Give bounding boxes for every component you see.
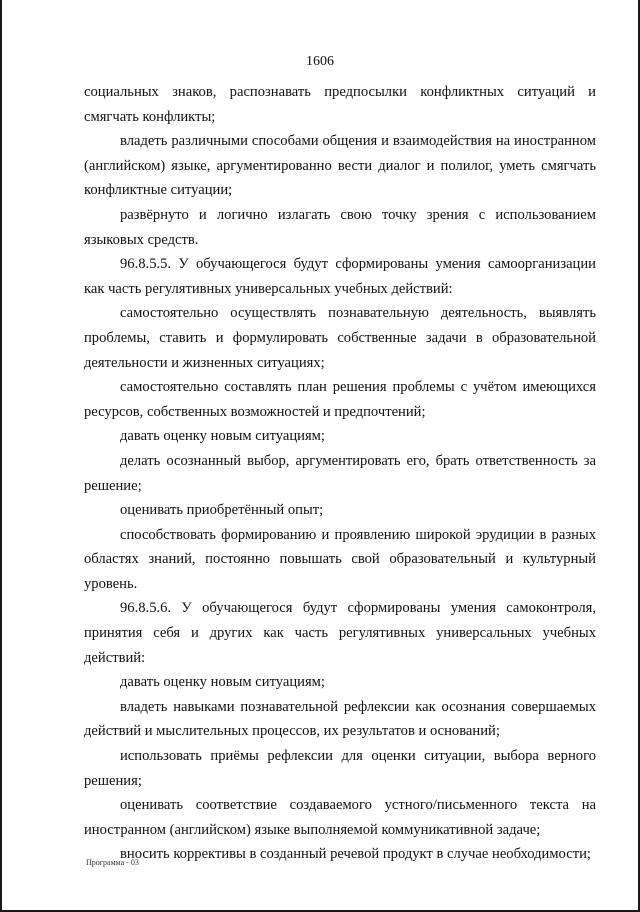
paragraph: развёрнуто и логично излагать свою точку зрения с использованием языковых средств. (84, 206, 596, 248)
paragraph: оценивать соответствие создаваемого устного/письменного текста на иностранном (английском) языке выполняемой коммуникативной задаче; (84, 797, 596, 838)
paragraph: самостоятельно составлять план решения проблемы с учётом имеющихся ресурсов, собственных возможностей и предпочтений; (84, 379, 596, 420)
paragraph: социальных знаков, распознавать предпосылки конфликтных ситуаций и смягчать конфликты; (84, 84, 596, 125)
paragraph: вносить коррективы в созданный речевой продукт в случае необходимости; (120, 846, 591, 863)
paragraph: 96.8.5.6. У обучающегося будут сформированы умения самоконтроля, принятия себя и других как часть регулятивных универсальных учебных действий: (84, 600, 596, 666)
paragraph: оценивать приобретённый опыт; (120, 502, 324, 519)
paragraph: использовать приёмы рефлексии для оценки ситуации, выбора верного решения; (84, 748, 596, 789)
paragraph: давать оценку новым ситуациям; (120, 428, 325, 445)
paragraph: самостоятельно осуществлять познавательную деятельность, выявлять проблемы, ставить и формулировать собственные задачи в образовательной деятельности и жизненных ситуациях; (84, 305, 596, 371)
paragraph: способствовать формированию и проявлению широкой эрудиции в разных областях знаний, постоянно повышать свой образовательный и культурный уровень. (84, 526, 596, 592)
paragraph: владеть навыками познавательной рефлексии как осознания совершаемых действий и мыслительных процессов, их результатов и оснований; (84, 698, 596, 740)
paragraph: делать осознанный выбор, аргументировать его, брать ответственность за решение; (84, 452, 596, 494)
page-number: 1606 (306, 54, 334, 69)
paragraph: давать оценку новым ситуациям; (120, 674, 325, 691)
document-body (84, 80, 596, 867)
paragraph: владеть различными способами общения и взаимодействия на иностранном (английском) языке, аргументированно вести диалог и полилог, уметь смягчать конфликтные ситуации; (84, 133, 596, 199)
page-footer: Программа - 03 (86, 858, 139, 867)
paragraph: 96.8.5.5. У обучающегося будут сформированы умения самоорганизации как часть регулятивных универсальных учебных действий: (84, 256, 596, 297)
